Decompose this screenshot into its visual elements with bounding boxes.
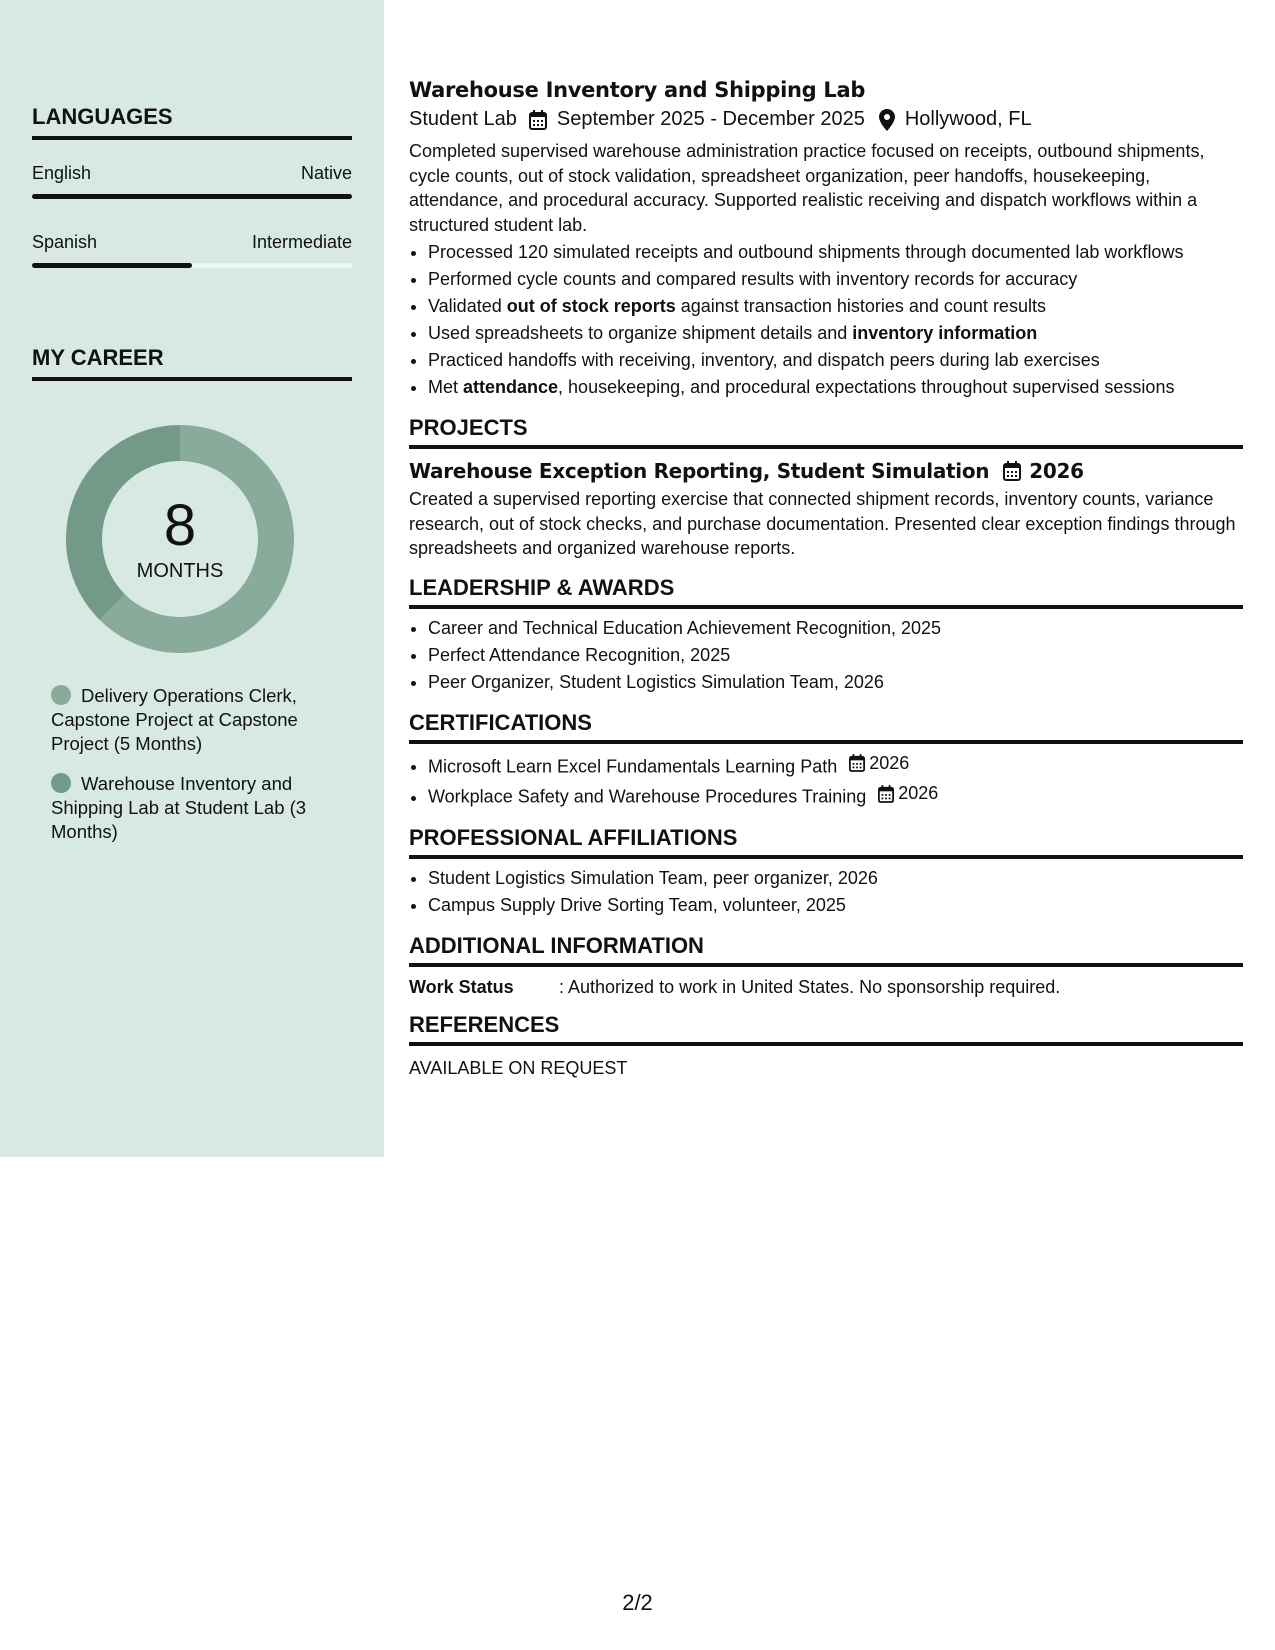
legend-dot-icon xyxy=(51,773,71,793)
list-item: • Campus Supply Drive Sorting Team, volunteer, 2025 xyxy=(428,892,1243,919)
job-location: Hollywood, FL xyxy=(904,108,1032,130)
work-status-row xyxy=(409,977,1243,998)
legend-label: Warehouse Inventory and Shipping Lab at Student Lab (3 Months) xyxy=(51,773,307,842)
languages-heading: LANGUAGES xyxy=(32,104,352,140)
cert-name: Workplace Safety and Warehouse Procedures Training xyxy=(428,786,867,807)
bullet-text: Used spreadsheets to organize shipment details and xyxy=(428,323,853,343)
work-status-value: : Authorized to work in United States. No sponsorship required. xyxy=(559,976,1061,997)
location-pin-icon xyxy=(879,109,895,131)
donut-center xyxy=(66,425,294,653)
language-bar-spanish xyxy=(32,263,352,268)
bullet-text: against transaction histories and count results xyxy=(675,296,1046,316)
bullet-text: Practiced handoffs with receiving, inventory, and dispatch peers during lab exercises xyxy=(428,350,1100,370)
projects-heading: PROJECTS xyxy=(409,415,1243,449)
affiliations-list xyxy=(409,865,1243,919)
list-item: • Career and Technical Education Achievement Recognition, 2025 xyxy=(428,615,1243,642)
job-org: Student Lab xyxy=(409,108,517,130)
language-bar-fill xyxy=(32,194,352,199)
affiliations-heading: PROFESSIONAL AFFILIATIONS xyxy=(409,825,1243,859)
list-item: • Student Logistics Simulation Team, peer organizer, 2026 xyxy=(428,865,1243,892)
job-summary: Completed supervised warehouse administration practice focused on receipts, outbound shipments, cycle counts, out of stock validation, spreadsheet organization, peer handoffs, housekeeping, attendance, and procedural accuracy. Supported realistic receiving and dispatch workflows within a structured student lab. xyxy=(409,141,1205,235)
leadership-heading: LEADERSHIP & AWARDS xyxy=(409,575,1243,609)
calendar-icon xyxy=(878,785,894,803)
additional-info-heading: ADDITIONAL INFORMATION xyxy=(409,933,1243,967)
language-level: Native xyxy=(300,163,352,183)
language-name: Spanish xyxy=(32,232,98,252)
project-title-row xyxy=(409,459,1243,483)
language-level: Intermediate xyxy=(251,232,352,252)
references-heading: REFERENCES xyxy=(409,1012,1243,1046)
list-item xyxy=(428,293,1243,320)
project-description: Created a supervised reporting exercise that connected shipment records, inventory counts, variance research, out of stock checks, and purchase documentation. Presented clear exception findings through spreadsheets and organized warehouse reports. xyxy=(409,489,1236,558)
bullet-text: Met xyxy=(428,377,464,397)
language-bar-english xyxy=(32,194,352,199)
bullet-bold: attendance xyxy=(463,377,559,397)
career-heading: MY CAREER xyxy=(32,345,352,381)
list-item xyxy=(428,750,1243,781)
language-name: English xyxy=(32,163,92,183)
references-text: AVAILABLE ON REQUEST xyxy=(409,1057,628,1078)
list-item: • Peer Organizer, Student Logistics Simulation Team, 2026 xyxy=(428,669,1243,696)
bullet-text: Validated xyxy=(428,296,507,316)
bullet-text: Processed 120 simulated receipts and outbound shipments through documented lab workflows xyxy=(428,242,1184,262)
main-content xyxy=(409,78,1243,1079)
project-title: Warehouse Exception Reporting, Student Simulation xyxy=(409,459,990,483)
career-total-value: 8 xyxy=(163,493,197,558)
bullet-bold: inventory information xyxy=(852,323,1038,343)
legend-label: Delivery Operations Clerk, Capstone Project at Capstone Project (5 Months) xyxy=(51,685,298,754)
project-year: 2026 xyxy=(1029,459,1084,483)
language-row-english xyxy=(32,163,352,184)
cert-name: Microsoft Learn Excel Fundamentals Learning Path xyxy=(428,756,838,776)
calendar-icon xyxy=(529,110,547,130)
leadership-list xyxy=(409,615,1243,696)
job-bullets xyxy=(409,239,1243,401)
language-bar-fill xyxy=(32,263,192,268)
list-item xyxy=(428,320,1243,347)
work-status-key: Work Status xyxy=(409,976,514,997)
sidebar xyxy=(0,0,384,1157)
cert-year: 2026 xyxy=(869,752,910,773)
calendar-icon xyxy=(1003,461,1021,481)
page-number: 2/2 xyxy=(622,1590,653,1615)
certifications-heading: CERTIFICATIONS xyxy=(409,710,1243,744)
job-meta xyxy=(409,108,1243,131)
list-item xyxy=(428,374,1243,401)
career-legend-item xyxy=(51,772,341,844)
career-legend-item xyxy=(51,684,341,756)
career-total-unit: MONTHS xyxy=(136,560,224,582)
job-dates: September 2025 - December 2025 xyxy=(556,108,865,130)
list-item xyxy=(428,780,1243,811)
bullet-text: , housekeeping, and procedural expectations throughout supervised sessions xyxy=(558,377,1175,397)
certifications-list xyxy=(409,750,1243,811)
list-item xyxy=(428,239,1243,266)
list-item xyxy=(428,347,1243,374)
cert-year: 2026 xyxy=(898,783,939,803)
job-title: Warehouse Inventory and Shipping Lab xyxy=(409,78,866,102)
list-item xyxy=(428,266,1243,293)
language-row-spanish xyxy=(32,232,352,253)
bullet-bold: out of stock reports xyxy=(506,296,676,316)
calendar-icon xyxy=(849,754,865,772)
list-item: • Perfect Attendance Recognition, 2025 xyxy=(428,642,1243,669)
bullet-text: Performed cycle counts and compared results with inventory records for accuracy xyxy=(428,269,1078,289)
legend-dot-icon xyxy=(51,685,71,705)
